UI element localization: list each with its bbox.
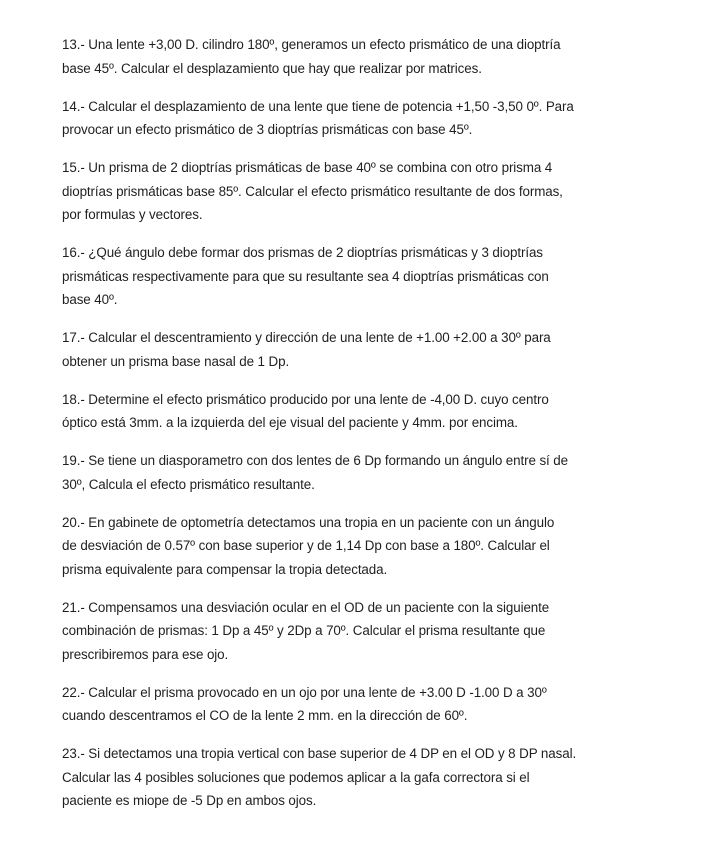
exercise-15: 15.- Un prisma de 2 dioptrías prismáticas de base 40º se combina con otro prisma 4 dioptrías prismáticas base 85º. Calcular el efecto prismático resultante de dos formas, por formulas y vectores.	[62, 160, 563, 222]
exercise-21: 21.- Compensamos una desviación ocular en el OD de un paciente con la siguiente combinación de prismas: 1 Dp a 45º y 2Dp a 70º. Calcular el prisma resultante que prescribiremos para ese ojo.	[62, 599, 550, 662]
exercise-20: 20.- En gabinete de optometría detectamos una tropia en un paciente con un ángulo de desviación de 0.57º con base superior y de 1,14 Dp con base a 180º. Calcular el prisma equivalente para compensar la tropia detectada.	[62, 514, 555, 577]
exercise-16: 16.- ¿Qué ángulo debe formar dos prismas de 2 dioptrías prismáticas y 3 dioptrías prismáticas respectivamente para que su resultante sea 4 dioptrías prismáticas con base 40º.	[62, 245, 549, 307]
exercise-19: 19.- Se tiene un diasporametro con dos lentes de 6 Dp formando un ángulo entre sí de 30º, Calcula el efecto prismático resultante.	[62, 453, 568, 492]
exercise-13: 13.- Una lente +3,00 D. cilindro 180º, generamos un efecto prismático de una dioptría base 45º. Calcular el desplazamiento que hay que realizar por matrices.	[62, 37, 561, 76]
exercise-14: 14.- Calcular el desplazamiento de una lente que tiene de potencia +1,50 -3,50 0º. Para provocar un efecto prismático de 3 dioptrías prismáticas con base 45º.	[62, 98, 574, 137]
exercise-18: 18.- Determine el efecto prismático producido por una lente de -4,00 D. cuyo centro óptico está 3mm. a la izquierda del eje visual del paciente y 4mm. por encima.	[62, 391, 549, 430]
exercise-22: 22.- Calcular el prisma provocado en un ojo por una lente de +3.00 D -1.00 D a 30º cuando descentramos el CO de la lente 2 mm. en la dirección de 60º.	[62, 684, 547, 723]
exercise-17: 17.- Calcular el descentramiento y dirección de una lente de +1.00 +2.00 a 30º para obtener un prisma base nasal de 1 Dp.	[62, 330, 551, 369]
exercise-23: 23.- Si detectamos una tropia vertical con base superior de 4 DP en el OD y 8 DP nasal. Calcular las 4 posibles soluciones que podemos aplicar a la gafa correctora si el paciente es miope de -5 Dp en ambos ojos.	[62, 746, 577, 808]
exercise-list	[62, 33, 662, 827]
